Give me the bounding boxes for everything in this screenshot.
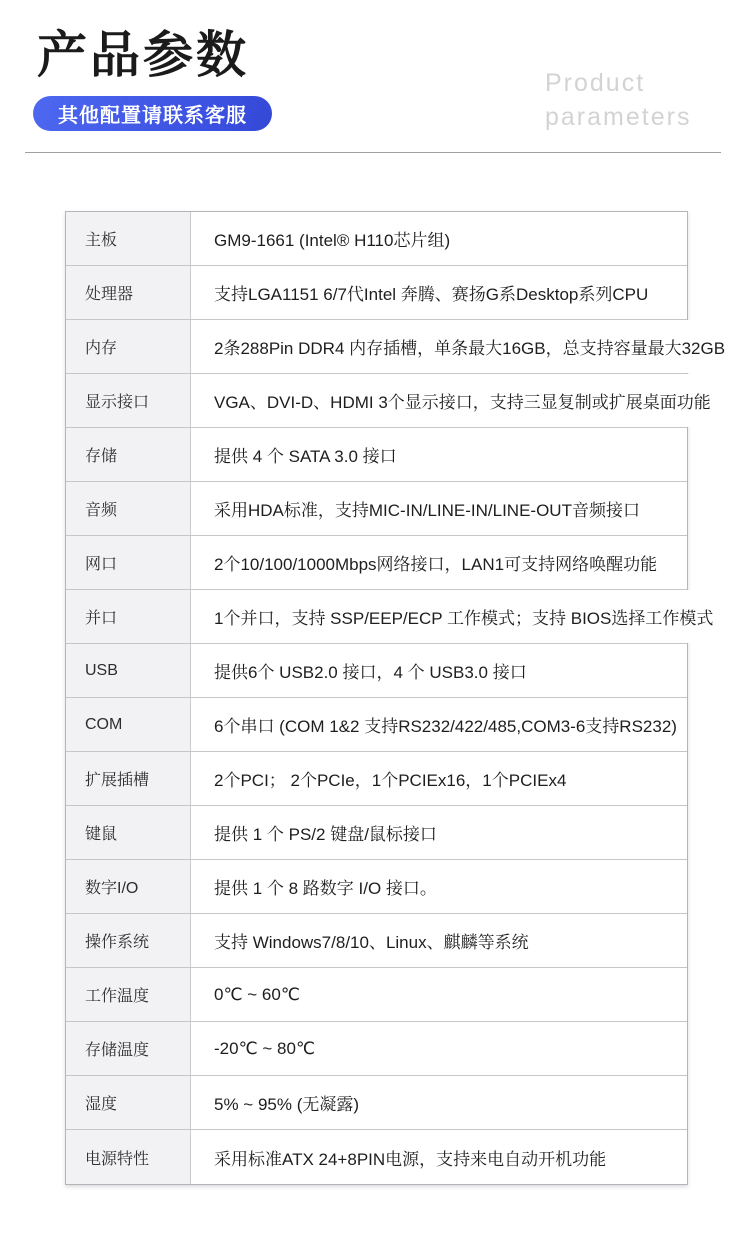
- spec-label: 并口: [66, 590, 191, 643]
- spec-value: 2个PCI； 2个PCIe，1个PCIEx16，1个PCIEx4: [191, 752, 687, 805]
- spec-label: 电源特性: [66, 1130, 191, 1184]
- spec-label: 键鼠: [66, 806, 191, 859]
- spec-value: 0℃ ~ 60℃: [191, 968, 687, 1021]
- table-row: [66, 860, 687, 914]
- table-row: [66, 1130, 687, 1184]
- table-row: [66, 1076, 687, 1130]
- spec-value: 提供 1 个 PS/2 键盘/鼠标接口: [191, 806, 687, 859]
- spec-label: 内存: [66, 320, 191, 373]
- subtitle-line-2: parameters: [545, 103, 692, 131]
- table-row: [66, 590, 714, 644]
- table-row: [66, 428, 687, 482]
- spec-label: 存储温度: [66, 1022, 191, 1075]
- spec-label: 处理器: [66, 266, 191, 319]
- table-row: [66, 1022, 687, 1076]
- spec-value: 支持LGA1151 6/7代Intel 奔腾、赛扬G系Desktop系列CPU: [191, 266, 687, 319]
- spec-value: 2个10/100/1000Mbps网络接口，LAN1可支持网络唤醒功能: [191, 536, 687, 589]
- spec-label: 存储: [66, 428, 191, 481]
- spec-value: 支持 Windows7/8/10、Linux、麒麟等系统: [191, 914, 687, 967]
- table-row: [66, 806, 687, 860]
- spec-value: 1个并口，支持 SSP/EEP/ECP 工作模式；支持 BIOS选择工作模式: [191, 590, 717, 643]
- spec-label: USB: [66, 644, 191, 697]
- spec-table: [65, 211, 726, 1185]
- spec-value: 提供 1 个 8 路数字 I/O 接口。: [191, 860, 687, 913]
- contact-service-button[interactable]: 其他配置请联系客服: [33, 96, 272, 131]
- page-title: 产品参数: [37, 27, 249, 83]
- spec-value: 采用标准ATX 24+8PIN电源，支持来电自动开机功能: [191, 1130, 687, 1184]
- spec-value: 提供6个 USB2.0 接口，4 个 USB3.0 接口: [191, 644, 687, 697]
- table-row: [66, 698, 687, 752]
- table-row: [66, 266, 687, 320]
- table-row: [66, 914, 687, 968]
- spec-label: 工作温度: [66, 968, 191, 1021]
- header-divider: [25, 152, 721, 153]
- spec-label: 扩展插槽: [66, 752, 191, 805]
- table-row: [66, 968, 687, 1022]
- table-row: [66, 212, 687, 266]
- spec-value: 2条288Pin DDR4 内存插槽，单条最大16GB，总支持容量最大32GB: [191, 320, 729, 373]
- spec-label: 主板: [66, 212, 191, 265]
- spec-label: 数字I/O: [66, 860, 191, 913]
- table-row: [66, 536, 687, 590]
- spec-label: 音频: [66, 482, 191, 535]
- spec-value: 5% ~ 95% (无凝露): [191, 1076, 687, 1129]
- spec-value: 采用HDA标准，支持MIC-IN/LINE-IN/LINE-OUT音频接口: [191, 482, 687, 535]
- table-row: [66, 482, 687, 536]
- spec-value: GM9-1661 (Intel® H110芯片组): [191, 212, 687, 265]
- subtitle-english: [545, 66, 691, 134]
- spec-label: 显示接口: [66, 374, 191, 427]
- spec-label: 湿度: [66, 1076, 191, 1129]
- table-row: [66, 374, 711, 428]
- subtitle-line-1: Product: [545, 69, 646, 97]
- spec-value: 提供 4 个 SATA 3.0 接口: [191, 428, 687, 481]
- table-row: [66, 320, 726, 374]
- table-row: [66, 644, 687, 698]
- spec-value: -20℃ ~ 80℃: [191, 1022, 687, 1075]
- spec-label: 网口: [66, 536, 191, 589]
- spec-value: 6个串口 (COM 1&2 支持RS232/422/485,COM3-6支持RS232): [191, 698, 687, 751]
- spec-value: VGA、DVI-D、HDMI 3个显示接口，支持三显复制或扩展桌面功能: [191, 374, 715, 427]
- spec-label: 操作系统: [66, 914, 191, 967]
- table-row: [66, 752, 687, 806]
- spec-label: COM: [66, 698, 191, 751]
